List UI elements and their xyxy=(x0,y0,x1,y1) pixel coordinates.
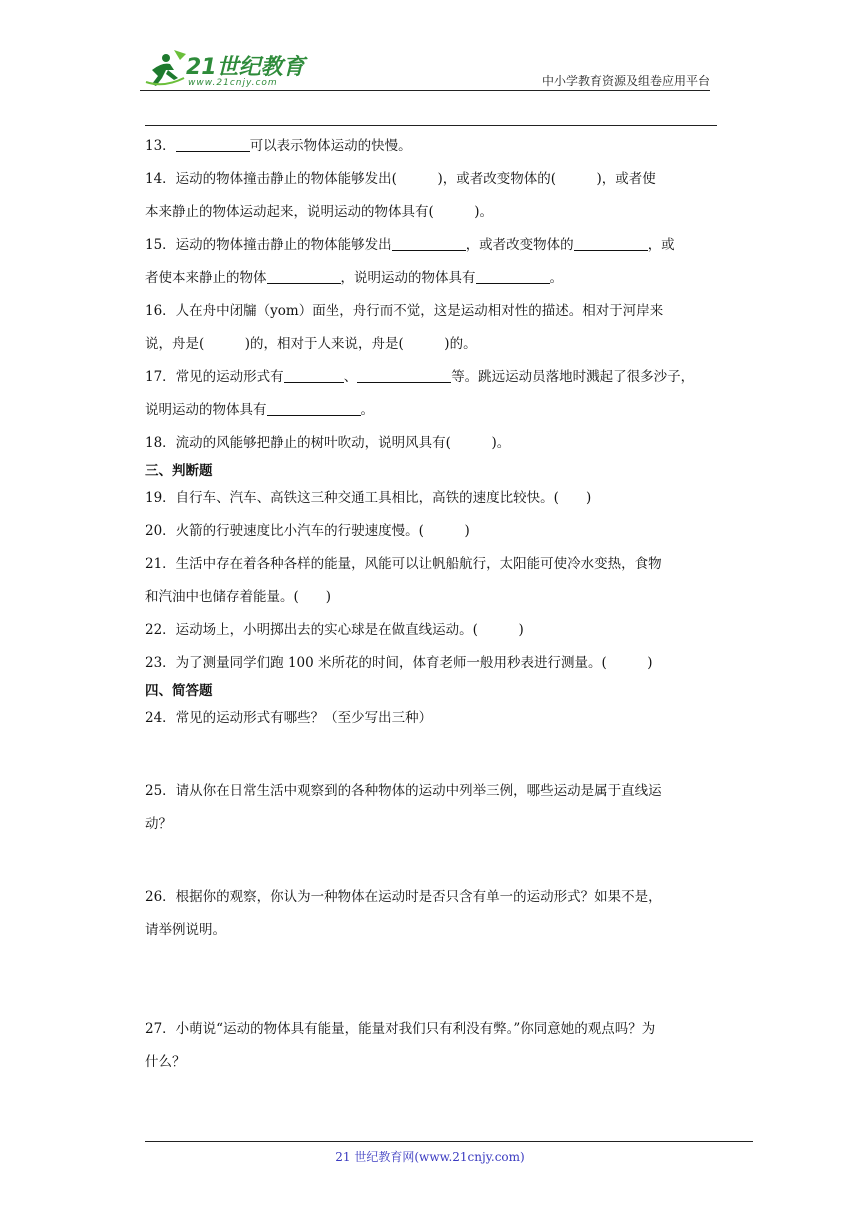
answer-blank[interactable] xyxy=(574,236,648,251)
answer-blank[interactable] xyxy=(284,368,344,383)
question-26-line-2: 请举例说明。 xyxy=(145,922,226,938)
question-text: ，或 xyxy=(647,237,675,253)
question-19: 19．自行车、汽车、高铁这三种交通工具相比，高铁的速度比较快。( ) xyxy=(145,490,592,506)
question-24: 24．常见的运动形式有哪些？（至少写出三种） xyxy=(145,710,433,726)
question-text: 、 xyxy=(343,369,358,385)
question-20: 20．火箭的行驶速度比小汽车的行驶速度慢。( ) xyxy=(145,523,470,539)
question-17-line-1 xyxy=(145,361,717,394)
question-25-line-2: 动？ xyxy=(145,816,172,832)
question-21-line-1: 21．生活中存在着各种各样的能量，风能可以让帆船航行，太阳能可使冷水变热，食物 xyxy=(145,556,662,572)
question-list xyxy=(145,130,717,1079)
question-text: ，或者改变物体的 xyxy=(465,237,574,253)
question-22: 22．运动场上，小明掷出去的实心球是在做直线运动。( ) xyxy=(145,622,524,638)
question-text: 说明运动的物体具有 xyxy=(145,402,267,418)
answer-blank[interactable] xyxy=(267,401,361,416)
question-23: 23．为了测量同学们跑 100 米所花的时间，体育老师一般用秒表进行测量。( ) xyxy=(145,655,653,671)
question-text: 。 xyxy=(360,402,374,418)
question-21-line-2: 和汽油中也储存着能量。( ) xyxy=(145,589,332,605)
answer-blank[interactable] xyxy=(476,269,550,284)
answer-space[interactable] xyxy=(145,735,717,775)
question-27-line-2: 什么？ xyxy=(145,1054,186,1070)
question-text: 。 xyxy=(549,270,563,286)
question-13 xyxy=(145,130,717,163)
question-15-line-2 xyxy=(145,262,717,295)
question-text: 等。跳远运动员落地时溅起了很多沙子， xyxy=(451,369,695,385)
question-16-line-2: 说，舟是( )的，相对于人来说，舟是( )的。 xyxy=(145,336,477,352)
question-15-line-1 xyxy=(145,229,717,262)
question-16-line-1: 16．人在舟中闭牖（yom）面坐，舟行而不觉，这是运动相对性的描述。相对于河岸来 xyxy=(145,303,664,319)
answer-blank[interactable] xyxy=(357,368,451,383)
runner-logo-icon xyxy=(144,48,188,88)
answer-blank[interactable] xyxy=(392,236,466,251)
question-number: 13． xyxy=(145,138,176,154)
footer-text: 21 世纪教育网(www.21cnjy.com) xyxy=(335,1150,525,1164)
answer-space[interactable] xyxy=(145,841,717,881)
question-text: 17．常见的运动形式有 xyxy=(145,369,284,385)
question-text: 15．运动的物体撞击静止的物体能够发出 xyxy=(145,237,392,253)
question-text: 可以表示物体运动的快慢。 xyxy=(249,138,412,154)
question-14-line-2: 本来静止的物体运动起来，说明运动的物体具有( )。 xyxy=(145,204,494,220)
question-26-line-1: 26．根据你的观察，你认为一种物体在运动时是否只含有单一的运动形式？如果不是， xyxy=(145,889,662,905)
question-text: 者使本来静止的物体 xyxy=(145,270,267,286)
logo-url: www.21cnjy.com xyxy=(188,78,278,88)
header-rule-top xyxy=(140,90,710,91)
question-18: 18．流动的风能够把静止的树叶吹动，说明风具有( )。 xyxy=(145,435,511,451)
platform-label: 中小学教育资源及组卷应用平台 xyxy=(541,74,710,88)
answer-blank[interactable] xyxy=(176,137,250,152)
question-17-line-2 xyxy=(145,394,717,427)
question-text: ，说明运动的物体具有 xyxy=(340,270,476,286)
footer-rule xyxy=(145,1141,753,1142)
answer-space[interactable] xyxy=(145,947,717,1013)
section-heading-short-answer: 四、简答题 xyxy=(145,683,213,699)
question-27-line-1: 27．小萌说“运动的物体具有能量，能量对我们只有利没有弊。”你同意她的观点吗？为 xyxy=(145,1021,656,1037)
section-heading-judgment: 三、判断题 xyxy=(145,463,213,479)
answer-blank[interactable] xyxy=(267,269,341,284)
site-logo xyxy=(144,44,314,92)
header-rule-bottom xyxy=(145,125,717,126)
question-25-line-1: 25．请从你在日常生活中观察到的各种物体的运动中列举三例，哪些运动是属于直线运 xyxy=(145,783,662,799)
logo-text: 21世纪教育 xyxy=(186,55,305,80)
question-14-line-1: 14．运动的物体撞击静止的物体能够发出( )，或者改变物体的( )，或者使 xyxy=(145,171,656,187)
